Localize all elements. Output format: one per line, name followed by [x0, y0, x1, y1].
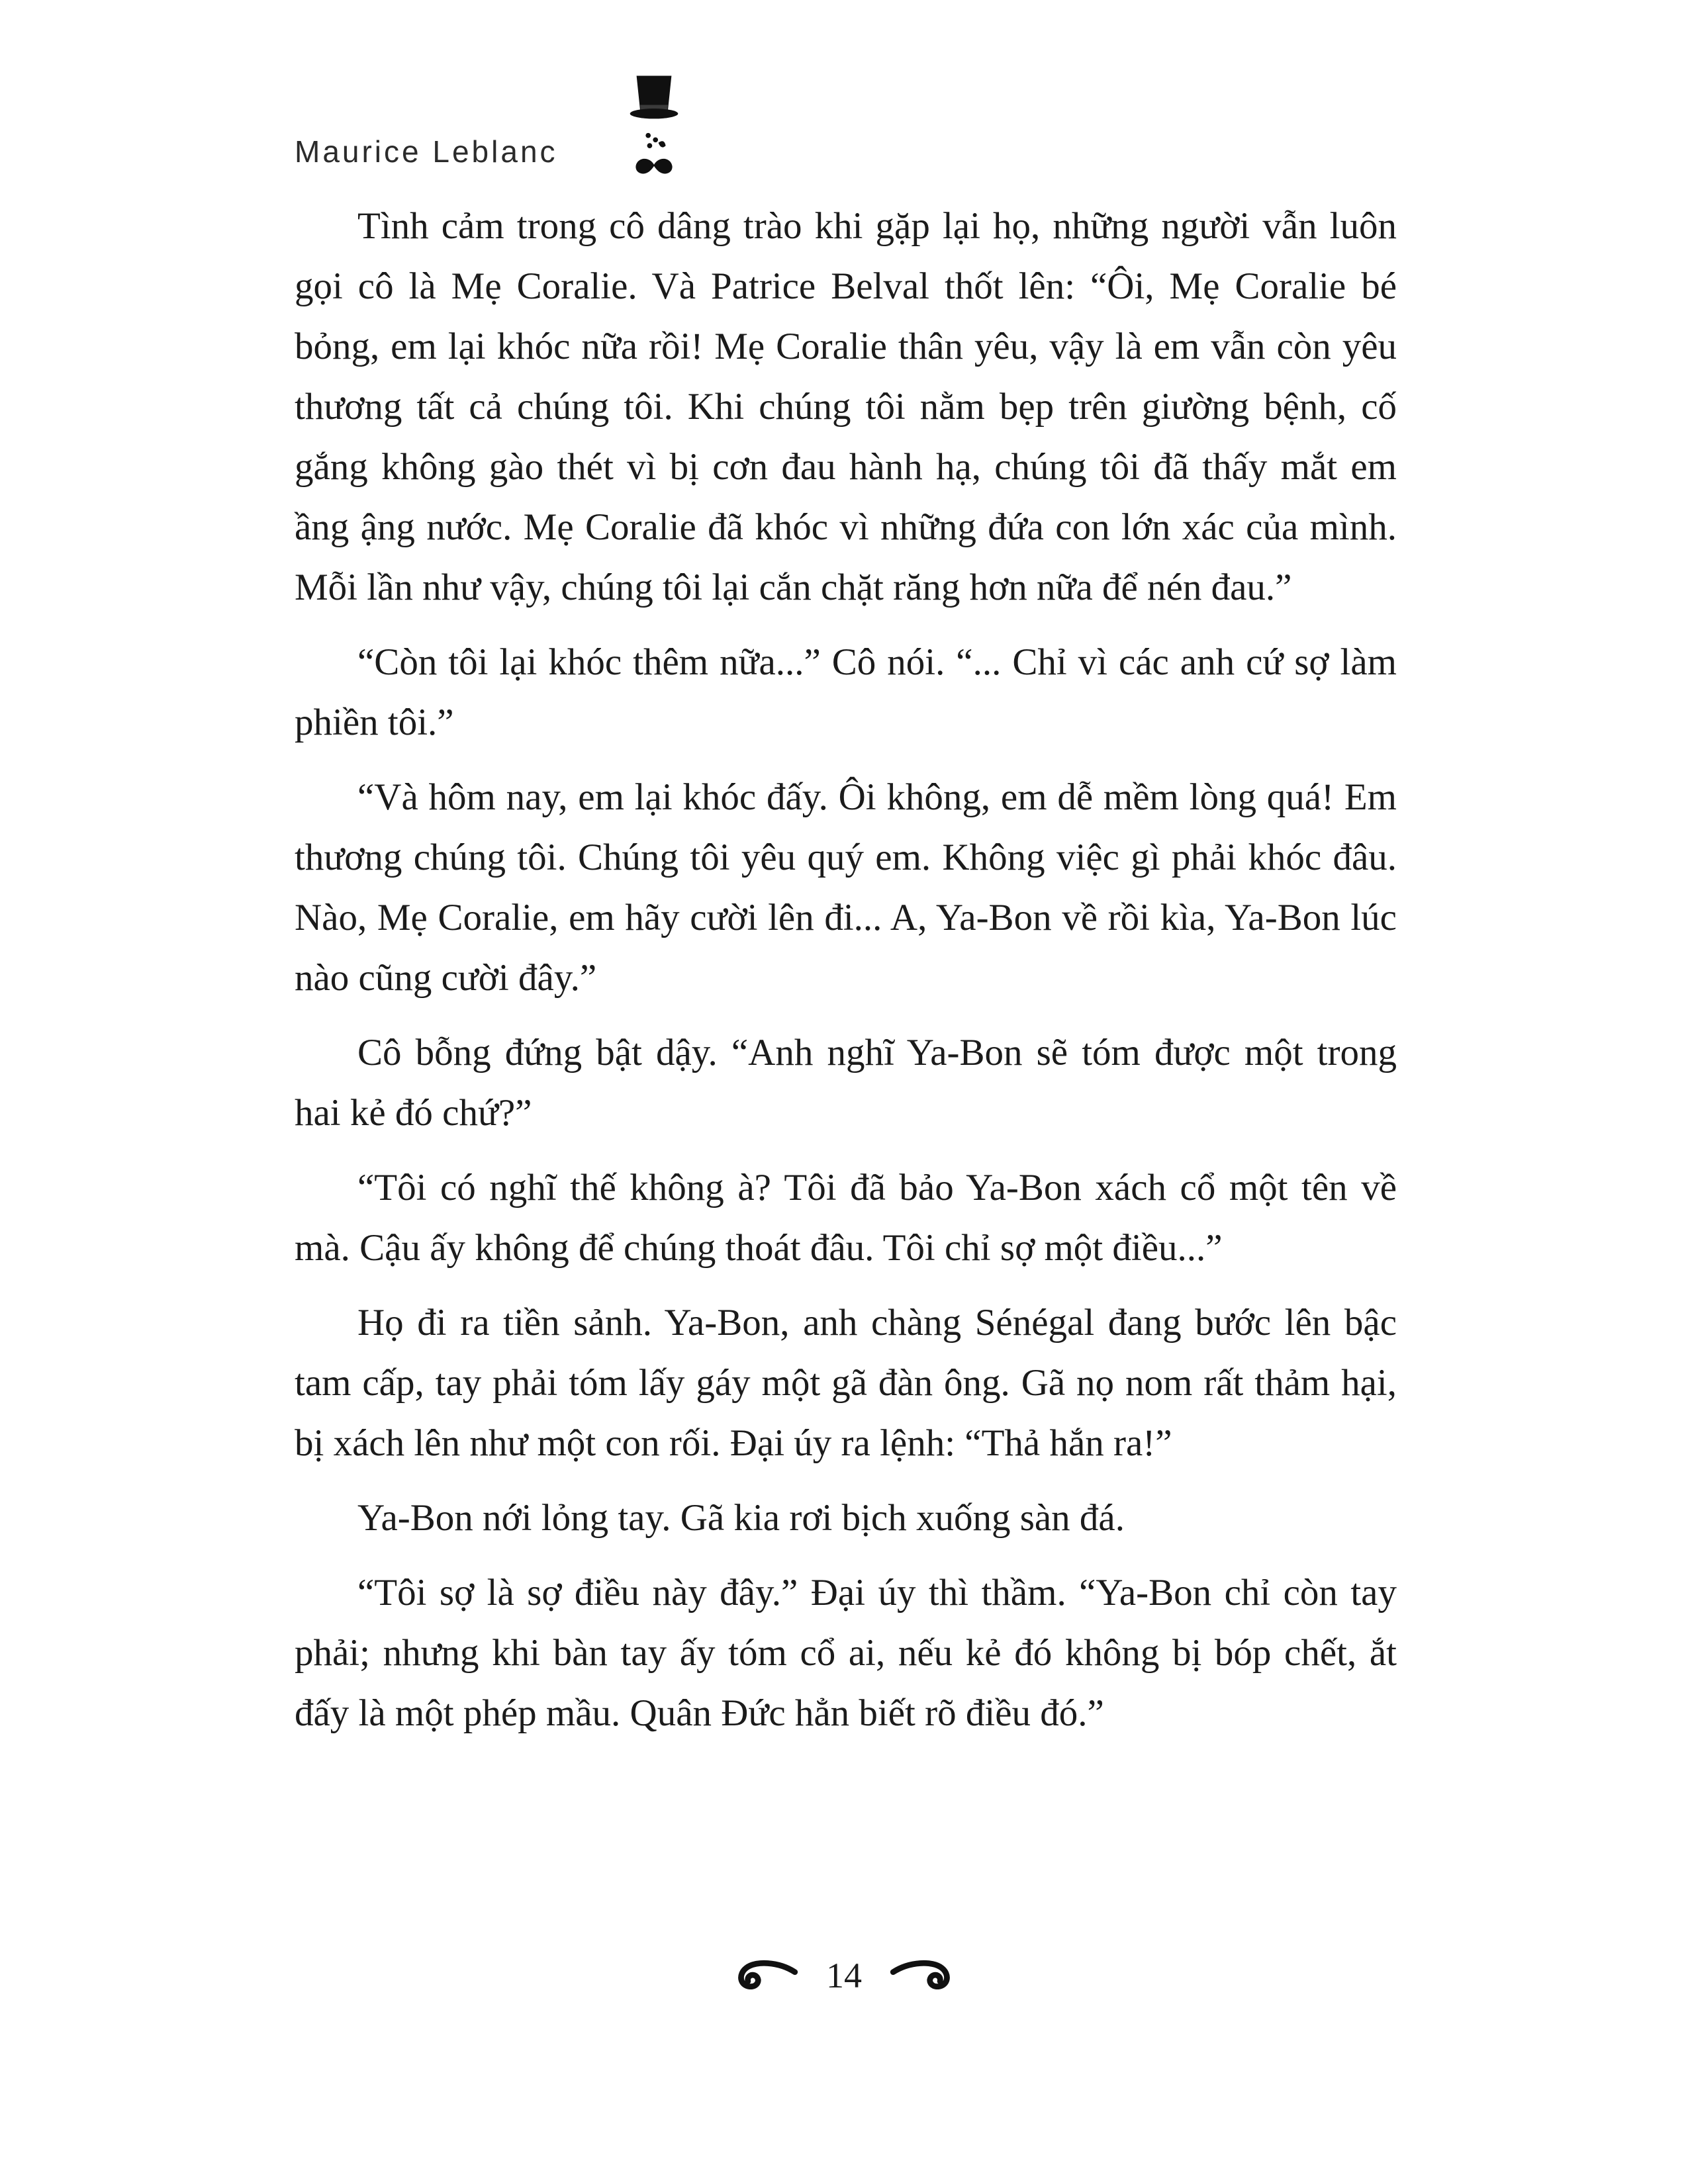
page-footer — [0, 1946, 1688, 2005]
paragraph: “Tôi sợ là sợ điều này đây.” Đại úy thì thầm. “Ya-Bon chỉ còn tay phải; nhưng khi bàn tay ấy tóm cổ ai, nếu kẻ đó không bị bóp chết, ắt đấy là một phép mầu. Quân Đức hẳn biết rõ điều đó.” — [295, 1572, 1397, 1734]
top-hat-icon — [630, 76, 679, 119]
logo-dots — [645, 133, 665, 148]
paragraph: Tình cảm trong cô dâng trào khi gặp lại họ, những người vẫn luôn gọi cô là Mẹ Coralie. Và Patrice Belval thốt lên: “Ôi, Mẹ Coralie bé bỏng, em lại khóc nữa rồi! Mẹ Coralie thân yêu, vậy là em vẫn còn yêu thương tất cả chúng tôi. Khi chúng tôi nằm bẹp trên giường bệnh, cố gắng không gào thét vì bị cơn đau hành hạ, chúng tôi đã thấy mắt em ầng ậng nước. Mẹ Coralie đã khóc vì những đứa con lớn xác của mình. Mỗi lần như vậy, chúng tôi lại cắn chặt răng hơn nữa để nén đau.” — [295, 205, 1397, 608]
page-number: 14 — [826, 1956, 862, 1995]
paragraph: “Tôi có nghĩ thế không à? Tôi đã bảo Ya-Bon xách cổ một tên về mà. Cậu ấy không để chúng thoát đâu. Tôi chỉ sợ một điều...” — [295, 1167, 1397, 1269]
paragraph: Ya-Bon nới lỏng tay. Gã kia rơi bịch xuống sàn đá. — [357, 1497, 1125, 1539]
flourish-left-icon — [729, 1958, 798, 1993]
flourish-right-icon — [890, 1958, 959, 1993]
page-body — [295, 196, 1397, 1758]
paragraph: Cô bỗng đứng bật dậy. “Anh nghĩ Ya-Bon sẽ tóm được một trong hai kẻ đó chứ?” — [295, 1032, 1397, 1134]
paragraph: “Còn tôi lại khóc thêm nữa...” Cô nói. “... Chỉ vì các anh cứ sợ làm phiền tôi.” — [295, 641, 1397, 743]
paragraph: “Và hôm nay, em lại khóc đấy. Ôi không, em dễ mềm lòng quá! Em thương chúng tôi. Chúng tôi yêu quý em. Không việc gì phải khóc đâu. Nào, Mẹ Coralie, em hãy cười lên đi... A, Ya-Bon về rồi kìa, Ya-Bon lúc nào cũng cười đây.” — [295, 776, 1397, 999]
page-header — [295, 73, 1397, 199]
mustache-icon — [635, 159, 672, 174]
paragraph: Họ đi ra tiền sảnh. Ya-Bon, anh chàng Sénégal đang bước lên bậc tam cấp, tay phải tóm lấy gáy một gã đàn ông. Gã nọ nom rất thảm hại, bị xách lên như một con rối. Đại úy ra lệnh: “Thả hắn ra!” — [295, 1302, 1397, 1464]
author-name: Maurice Leblanc — [295, 134, 558, 169]
publisher-logo — [618, 73, 690, 195]
